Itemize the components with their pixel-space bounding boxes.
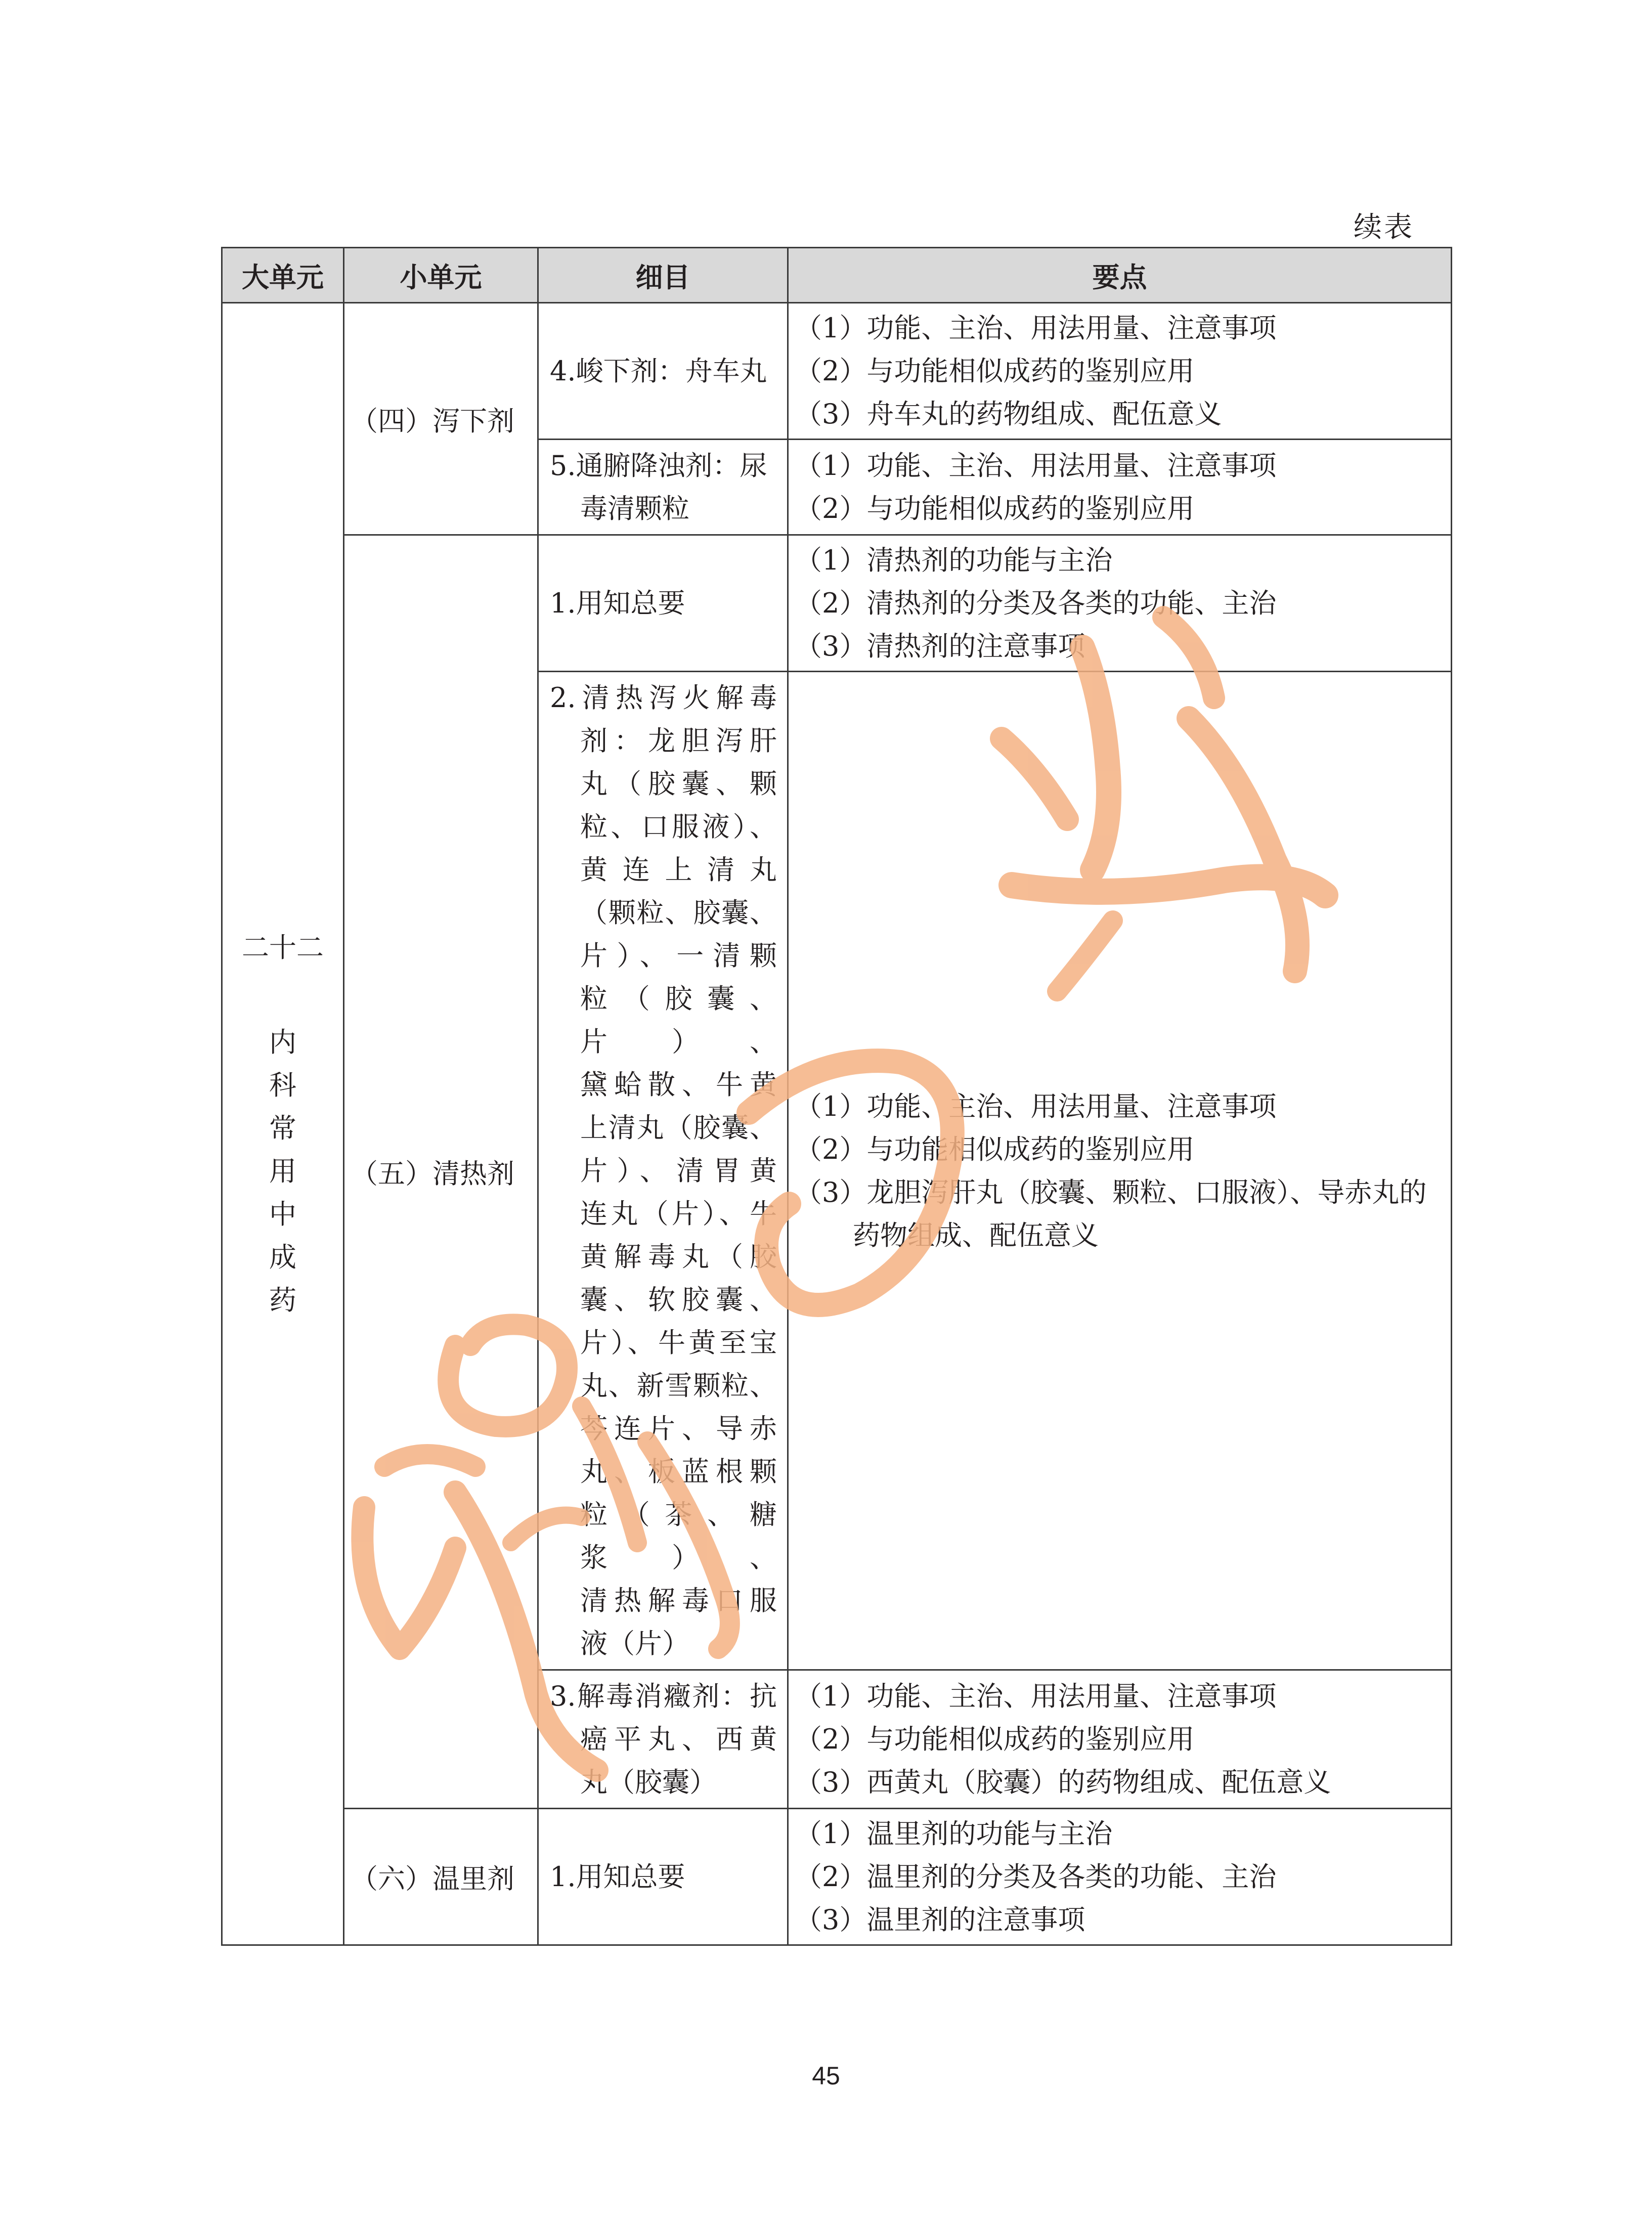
- table-row: [222, 1809, 1452, 1945]
- header-key-points: 要点: [788, 248, 1452, 303]
- item-line: 片）、一清颗: [580, 940, 777, 972]
- point-line: （3）舟车丸的药物组成、配伍意义: [795, 398, 1222, 430]
- points-cell: [788, 672, 1452, 1670]
- sub-unit-cell: （五）清热剂: [344, 535, 538, 1809]
- points-cell: [788, 535, 1452, 672]
- item-line: 1.用知总要: [550, 587, 685, 619]
- point-line: （1）清热剂的功能与主治: [795, 544, 1113, 576]
- unit-name-char: 内: [269, 1026, 296, 1058]
- point-line: （3）西黄丸（胶囊）的药物组成、配伍意义: [795, 1766, 1331, 1798]
- item-line: 片）、清胃黄: [580, 1155, 777, 1187]
- item-line: 液（片）: [580, 1628, 689, 1660]
- item-line: 粒（茶、糖浆）、: [580, 1499, 777, 1574]
- item-line: 5.通腑降浊剂：尿: [550, 450, 767, 482]
- item-line: 2.清热泻火解毒: [550, 682, 777, 714]
- syllabus-table: [221, 247, 1452, 1946]
- point-line: （1）功能、主治、用法用量、注意事项: [795, 1090, 1277, 1122]
- item-line: 丸、新雪颗粒、: [580, 1370, 777, 1402]
- header-details: 细目: [538, 248, 788, 303]
- item-line: 4.峻下剂：舟车丸: [550, 355, 767, 387]
- point-line: 药物组成、配伍意义: [853, 1219, 1099, 1251]
- item-cell: [538, 535, 788, 672]
- header-sub-unit: 小单元: [344, 248, 538, 303]
- point-line: （2）温里剂的分类及各类的功能、主治: [795, 1861, 1277, 1893]
- item-line: 癌平丸、西黄: [580, 1723, 777, 1755]
- item-line: 芩连片、导赤: [580, 1413, 777, 1445]
- continued-label: 续表: [1354, 211, 1414, 244]
- points-cell: [788, 1670, 1452, 1809]
- point-line: （3）龙胆泻肝丸（胶囊、颗粒、口服液）、导赤丸的: [795, 1176, 1427, 1208]
- unit-name-char: 成: [269, 1241, 296, 1273]
- point-line: （1）功能、主治、用法用量、注意事项: [795, 450, 1277, 482]
- item-cell: [538, 1670, 788, 1809]
- item-line: 上清丸（胶囊、: [580, 1112, 777, 1144]
- item-line: 片）、牛黄至宝: [580, 1327, 777, 1359]
- item-line: 连丸（片）、牛: [580, 1198, 777, 1230]
- point-line: （1）功能、主治、用法用量、注意事项: [795, 1680, 1277, 1712]
- point-line: （2）清热剂的分类及各类的功能、主治: [795, 587, 1277, 619]
- item-line: 丸、板蓝根颗: [580, 1456, 777, 1488]
- point-line: （2）与功能相似成药的鉴别应用: [795, 355, 1195, 387]
- item-cell: [538, 1809, 788, 1945]
- point-line: （2）与功能相似成药的鉴别应用: [795, 493, 1195, 525]
- item-line: 毒清颗粒: [580, 493, 689, 525]
- unit-name-char: 药: [269, 1284, 296, 1316]
- item-line: 剂：龙胆泻肝: [580, 725, 777, 757]
- unit-name-char: 中: [269, 1198, 296, 1230]
- table-row: [222, 303, 1452, 440]
- item-line: 1.用知总要: [550, 1861, 685, 1893]
- points-cell: [788, 1809, 1452, 1945]
- page-number: 45: [812, 2062, 840, 2090]
- unit-number: 二十二: [242, 932, 324, 964]
- item-cell: [538, 440, 788, 535]
- item-line: 囊、软胶囊、: [580, 1284, 777, 1316]
- item-line: 黄连上清丸: [580, 854, 777, 886]
- item-line: 3.解毒消癥剂：抗: [550, 1680, 777, 1712]
- item-cell: [538, 672, 788, 1670]
- sub-unit-cell: （六）温里剂: [344, 1809, 538, 1945]
- unit-name-char: 科: [269, 1069, 296, 1101]
- sub-unit-cell: （四）泻下剂: [344, 303, 538, 535]
- point-line: （1）温里剂的功能与主治: [795, 1818, 1113, 1850]
- point-line: （2）与功能相似成药的鉴别应用: [795, 1133, 1195, 1165]
- item-cell: [538, 303, 788, 440]
- unit-name-char: 用: [269, 1155, 296, 1187]
- major-unit-cell: [222, 303, 344, 1945]
- item-line: 粒（胶囊、片）、: [580, 983, 777, 1058]
- item-line: 清热解毒口服: [580, 1585, 777, 1617]
- point-line: （1）功能、主治、用法用量、注意事项: [795, 312, 1277, 344]
- points-cell: [788, 303, 1452, 440]
- item-line: 丸（胶囊）: [580, 1766, 717, 1798]
- point-line: （2）与功能相似成药的鉴别应用: [795, 1723, 1195, 1755]
- item-line: 黄解毒丸（胶: [580, 1241, 777, 1273]
- table-row: [222, 535, 1452, 672]
- header-major-unit: 大单元: [222, 248, 344, 303]
- item-line: 丸（胶囊、颗: [580, 768, 777, 800]
- points-cell: [788, 440, 1452, 535]
- point-line: （3）清热剂的注意事项: [795, 630, 1085, 662]
- item-line: 粒、口服液）、: [580, 811, 777, 843]
- unit-name-char: 常: [269, 1112, 296, 1144]
- point-line: （3）温里剂的注意事项: [795, 1904, 1085, 1936]
- item-line: （颗粒、胶囊、: [580, 897, 777, 929]
- item-line: 黛蛤散、牛黄: [580, 1069, 777, 1101]
- table-header-row: [222, 248, 1452, 303]
